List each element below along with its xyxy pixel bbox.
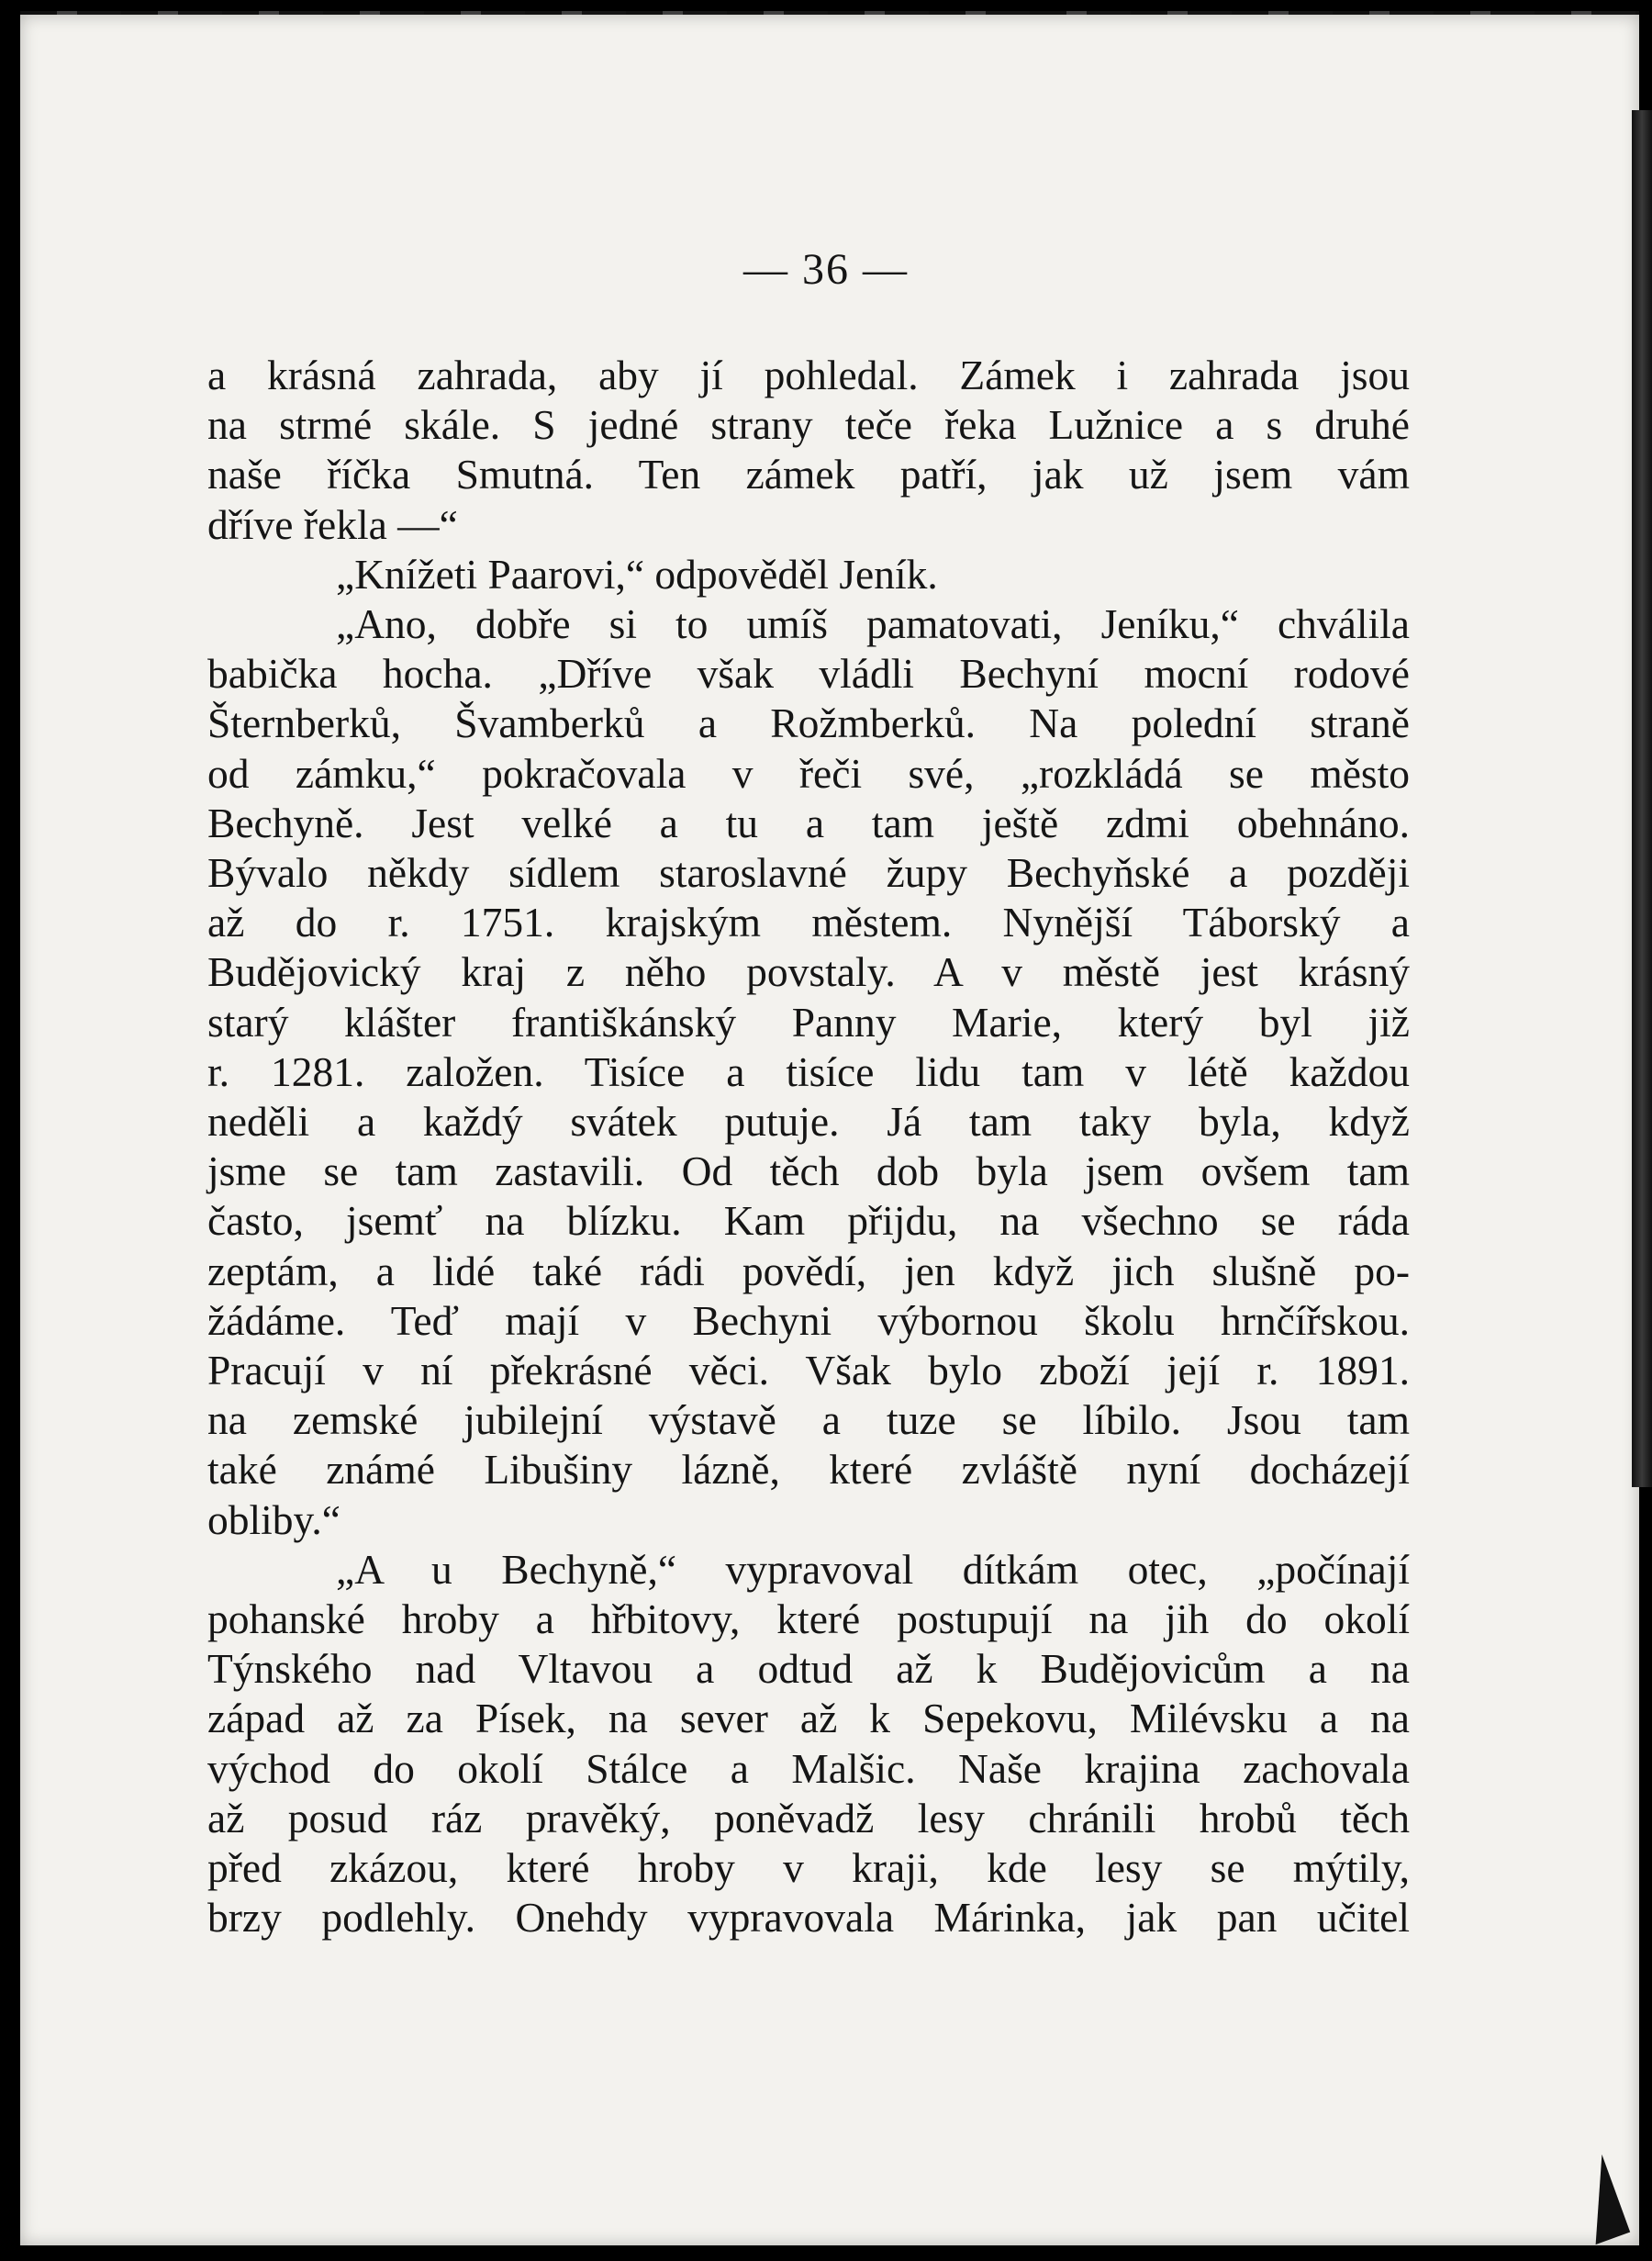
text-line: také známé Libušiny lázně, které zvláště nyní docházejí — [207, 1446, 1410, 1494]
text-line: brzy podlehly. Onehdy vypravovala Márinka, jak pan učitel — [207, 1894, 1410, 1942]
page-number: — 36 — — [743, 245, 909, 294]
text-line: žádáme. Teď mají v Bechyni výbornou školu hrnčířskou. — [207, 1296, 1410, 1344]
text-line: naše říčka Smutná. Ten zámek patří, jak už jsem vám — [207, 451, 1410, 498]
text-line: pohanské hroby a hřbitovy, které postupují na jih do okolí — [207, 1595, 1410, 1643]
text-line: často, jsemť na blízku. Kam přijdu, na všechno se ráda — [207, 1197, 1410, 1245]
text-line: až posud ráz pravěký, poněvadž lesy chránili hrobů těch — [207, 1794, 1410, 1841]
text-line: „Knížeti Paarovi,“ odpověděl Jeník. — [336, 550, 938, 598]
text-line: od zámku,“ pokračovala v řeči své, „rozkládá se město — [207, 749, 1410, 797]
text-line: Bechyně. Jest velké a tu a tam ještě zdmi obehnáno. — [207, 799, 1410, 846]
text-line: babička hocha. „Dříve však vládli Bechyní mocní rodové — [207, 650, 1410, 698]
text-line: na zemské jubilejní výstavě a tuze se líbilo. Jsou tam — [207, 1396, 1410, 1444]
text-line: „A u Bechyně,“ vypravoval dítkám otec, „počínají — [336, 1545, 1410, 1593]
text-line: Bývalo někdy sídlem staroslavné župy Bechyňské a později — [207, 849, 1410, 897]
adjacent-page-edge — [1632, 110, 1652, 1487]
text-line: dříve řekla —“ — [207, 500, 458, 548]
text-line: před zkázou, které hroby v kraji, kde lesy se mýtily, — [207, 1844, 1410, 1892]
text-line: Týnského nad Vltavou a odtud až k Budějovicům a na — [207, 1645, 1410, 1693]
text-line: zeptám, a lidé také rádi povědí, jen když jich slušně po- — [207, 1247, 1410, 1294]
text-line: až do r. 1751. krajským městem. Nynější Táborský a — [207, 899, 1410, 946]
text-line: a krásná zahrada, aby jí pohledal. Zámek i zahrada jsou — [207, 352, 1410, 398]
body-text — [207, 351, 1410, 1943]
text-line: východ do okolí Stálce a Malšic. Naše krajina zachovala — [207, 1744, 1410, 1792]
text-line: Šternberků, Švamberků a Rožmberků. Na polední straně — [207, 700, 1410, 747]
text-line: Pracují v ní překrásné věci. Však bylo zboží její r. 1891. — [207, 1347, 1410, 1394]
text-line: obliby.“ — [207, 1495, 340, 1543]
text-line: „Ano, dobře si to umíš pamatovati, Jeníku,“ chválila — [336, 600, 1410, 648]
text-line: neděli a každý svátek putuje. Já tam taky byla, když — [207, 1098, 1410, 1146]
text-line: starý klášter františkánský Panny Marie, který byl již — [207, 998, 1410, 1046]
text-line: západ až za Písek, na sever až k Sepekovu, Milévsku a na — [207, 1695, 1410, 1742]
text-line: jsme se tam zastavili. Od těch dob byla jsem ovšem tam — [207, 1147, 1410, 1195]
text-line: r. 1281. založen. Tisíce a tisíce lidu tam v létě každou — [207, 1047, 1410, 1095]
text-line: Budějovický kraj z něho povstaly. A v městě jest krásný — [207, 948, 1410, 996]
text-line: na strmé skále. S jedné strany teče řeka Lužnice a s druhé — [207, 401, 1410, 449]
